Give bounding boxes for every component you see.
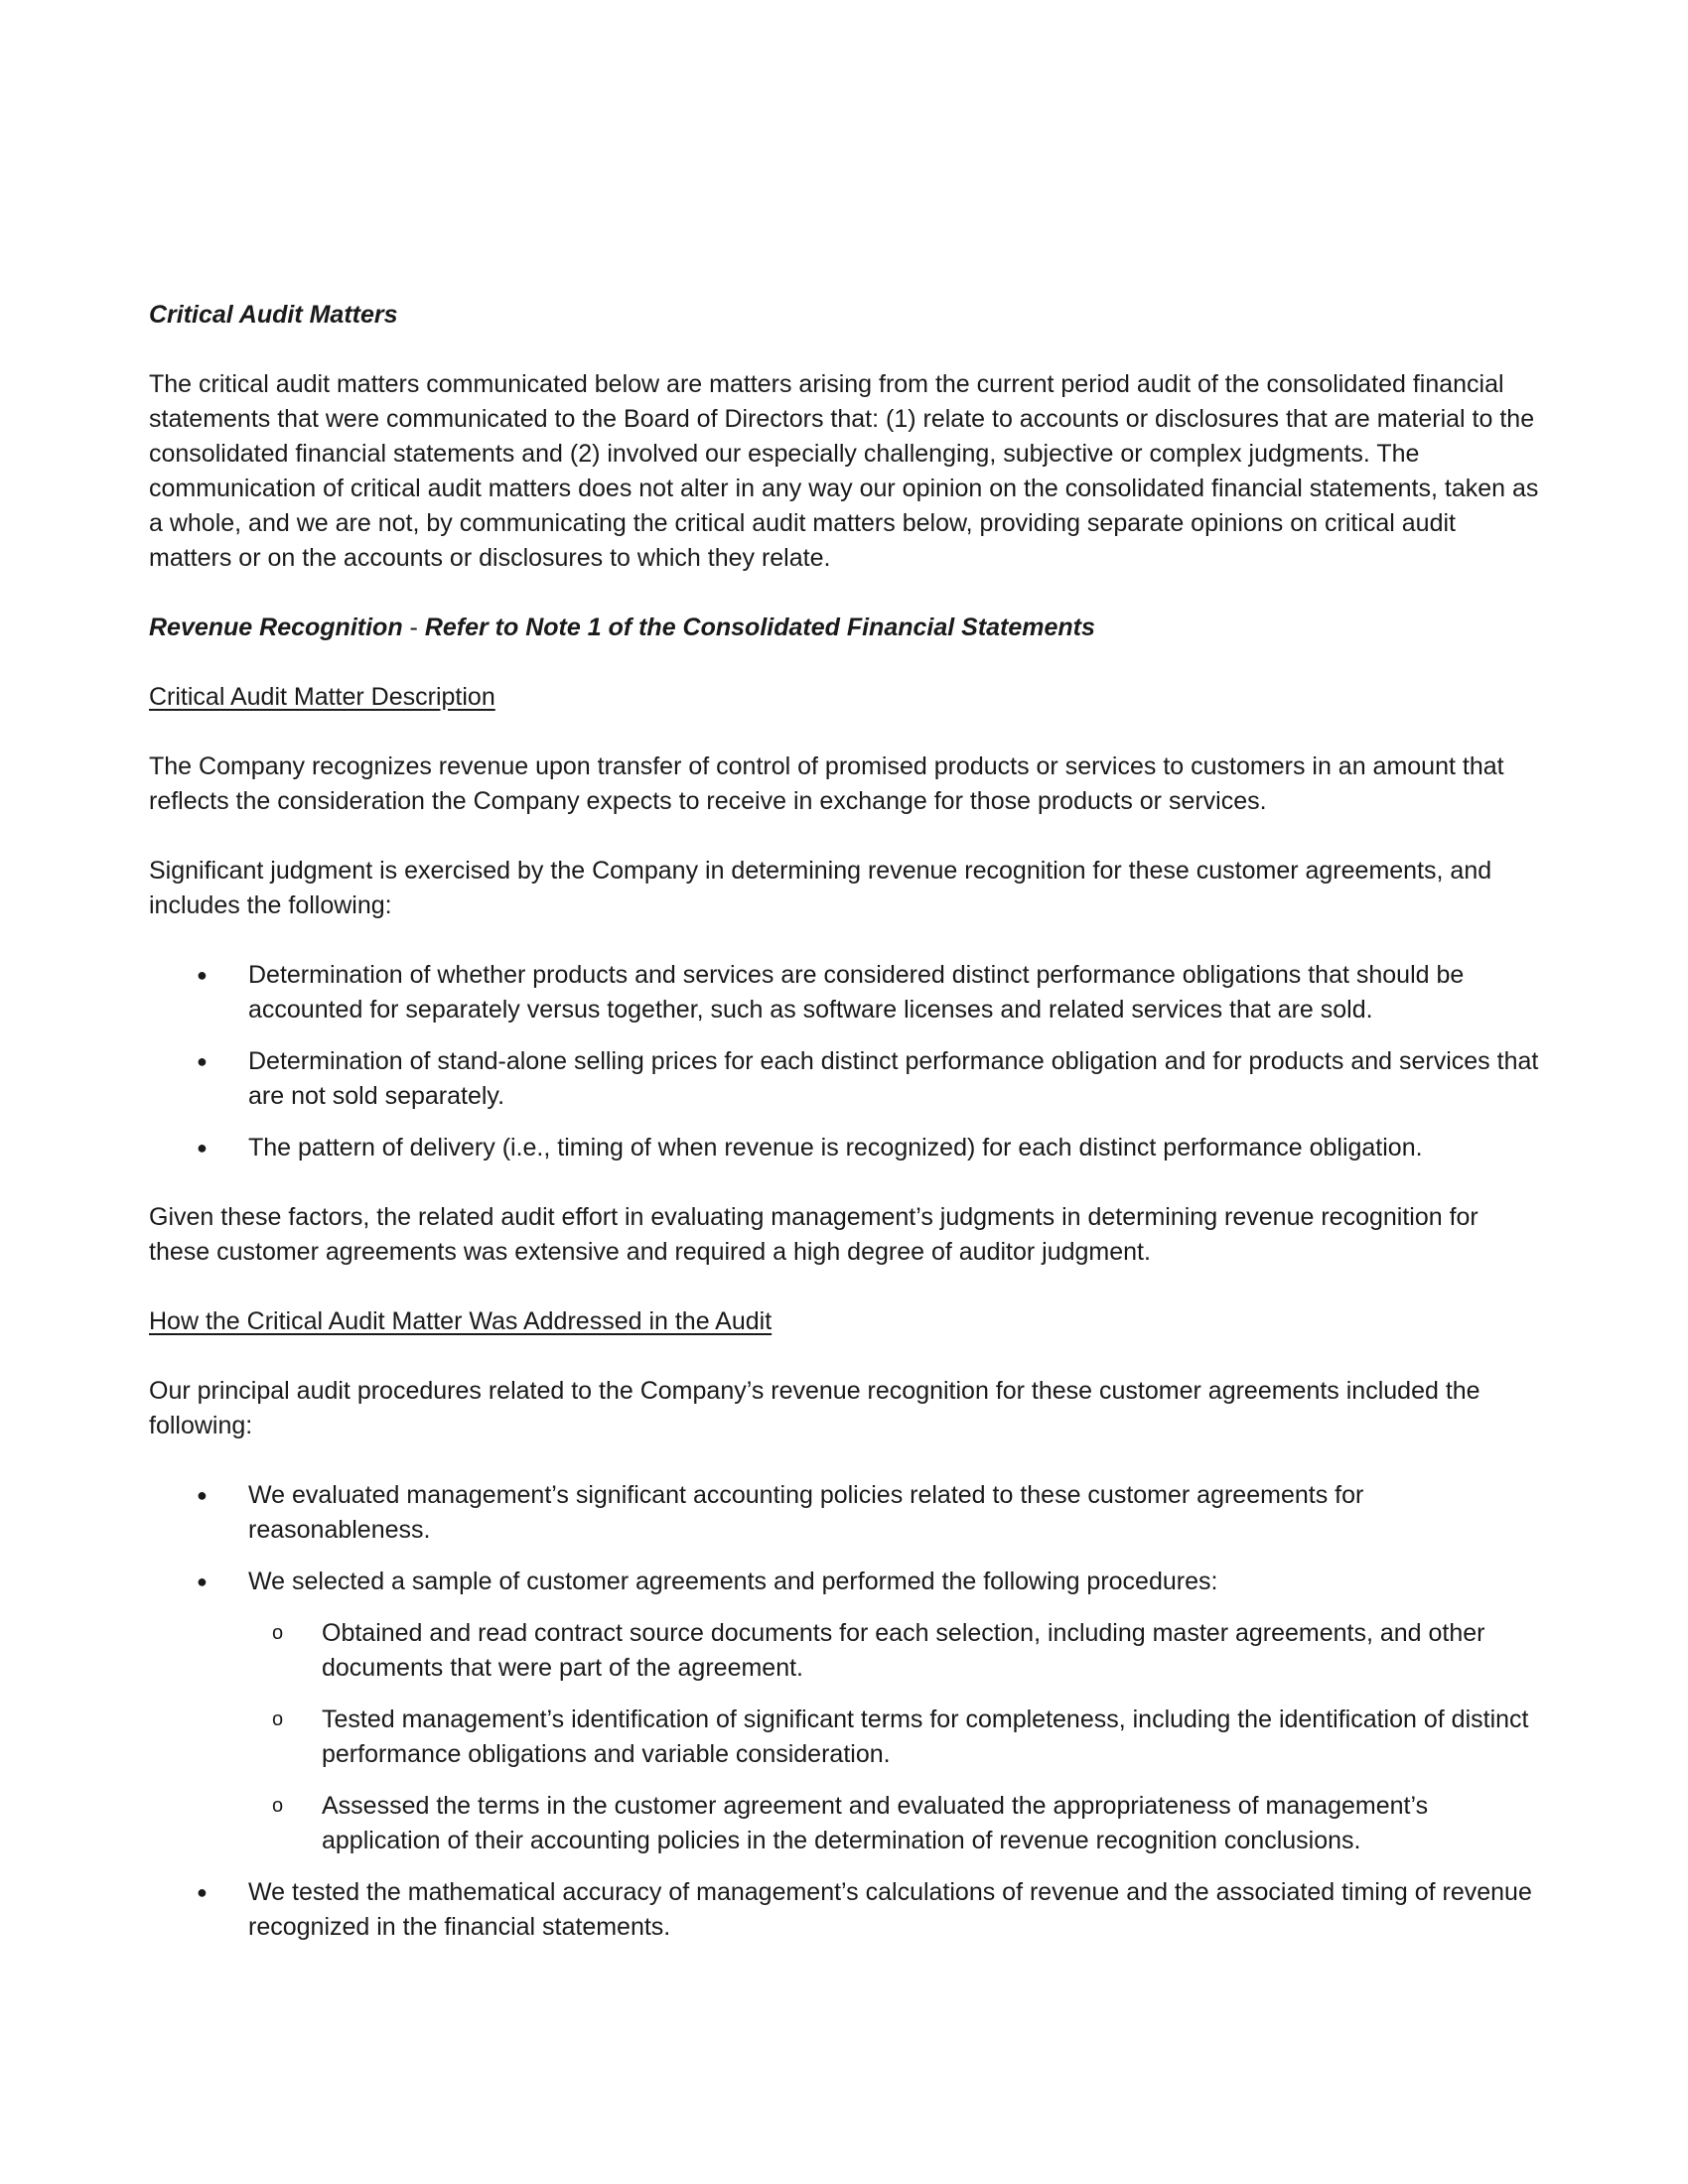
subheading-description: Critical Audit Matter Description	[149, 683, 495, 711]
list-item	[149, 1131, 1539, 1165]
description-paragraph-1: The Company recognizes revenue upon transfer of control of promised products or services to customers in an amount that reflects the consideration the Company expects to receive in exchange for those products or services.	[149, 752, 1504, 815]
document-page	[149, 298, 1539, 1945]
bullet-icon: ●	[197, 1571, 208, 1591]
sub-procedure-text-3: Assessed the terms in the customer agreement and evaluated the appropriateness of management’s application of their accounting policies in the determination of revenue recognition conclusions.	[322, 1792, 1429, 1854]
heading-critical-audit-matters: Critical Audit Matters	[149, 301, 398, 329]
list-item	[149, 1565, 1539, 1858]
description-paragraph-2: Significant judgment is exercised by the Company in determining revenue recognition for these customer agreements, and includes the following:	[149, 857, 1492, 919]
sub-procedure-text-1: Obtained and read contract source documents for each selection, including master agreements, and other documents that were part of the agreement.	[322, 1619, 1485, 1682]
bullet-icon: ●	[197, 1051, 208, 1071]
circle-bullet-icon: o	[272, 1622, 284, 1644]
judgment-text-3: The pattern of delivery (i.e., timing of when revenue is recognized) for each distinct performance obligation.	[248, 1134, 1423, 1161]
judgment-text-1: Determination of whether products and services are considered distinct performance obligations that should be accounted for separately versus together, such as software licenses and related services that are sold.	[248, 961, 1465, 1024]
bullet-icon: ●	[197, 1882, 208, 1902]
procedure-text-3: We tested the mathematical accuracy of management’s calculations of revenue and the associated timing of revenue recognized in the financial statements.	[248, 1878, 1532, 1941]
list-item	[149, 1875, 1539, 1945]
list-item	[248, 1703, 1539, 1772]
list-item	[248, 1616, 1539, 1686]
subheading-addressed: How the Critical Audit Matter Was Addressed in the Audit	[149, 1307, 773, 1335]
description-paragraph-3: Given these factors, the related audit effort in evaluating management’s judgments in determining revenue recognition for these customer agreements was extensive and required a high degree of auditor judgment.	[149, 1203, 1478, 1266]
procedures-list	[149, 1478, 1539, 1945]
judgment-text-2: Determination of stand-alone selling prices for each distinct performance obligation and for products and services that are not sold separately.	[248, 1047, 1539, 1110]
procedure-text-2: We selected a sample of customer agreements and performed the following procedures:	[248, 1568, 1218, 1595]
procedure-text-1: We evaluated management’s significant accounting policies related to these customer agreements for reasonableness.	[248, 1481, 1364, 1544]
list-item	[248, 1789, 1539, 1858]
revenue-heading-title: Revenue Recognition	[149, 614, 403, 641]
sub-procedures-list	[248, 1616, 1539, 1858]
revenue-heading-reference: Refer to Note 1 of the Consolidated Financial Statements	[424, 614, 1095, 641]
circle-bullet-icon: o	[272, 1708, 284, 1730]
list-item	[149, 1478, 1539, 1548]
list-item	[149, 1044, 1539, 1114]
bullet-icon: ●	[197, 1138, 208, 1158]
bullet-icon: ●	[197, 965, 208, 985]
heading-revenue-recognition	[149, 611, 1539, 645]
sub-procedure-text-2: Tested management’s identification of significant terms for completeness, including the identification of distinct performance obligations and variable consideration.	[322, 1706, 1529, 1768]
circle-bullet-icon: o	[272, 1795, 284, 1817]
judgments-list	[149, 958, 1539, 1165]
addressed-paragraph: Our principal audit procedures related to the Company’s revenue recognition for these customer agreements included the following:	[149, 1377, 1480, 1439]
list-item	[149, 958, 1539, 1027]
bullet-icon: ●	[197, 1485, 208, 1505]
revenue-heading-dash: -	[402, 614, 425, 641]
intro-paragraph: The critical audit matters communicated below are matters arising from the current period audit of the consolidated financial statements that were communicated to the Board of Directors that: (1) relate to accounts or disclosures that are material to the consolidated financial statements and (2) involved our especially challenging, subjective or complex judgments. The communication of critical audit matters does not alter in any way our opinion on the consolidated financial statements, taken as a whole, and we are not, by communicating the critical audit matters below, providing separate opinions on critical audit matters or on the accounts or disclosures to which they relate.	[149, 370, 1539, 572]
